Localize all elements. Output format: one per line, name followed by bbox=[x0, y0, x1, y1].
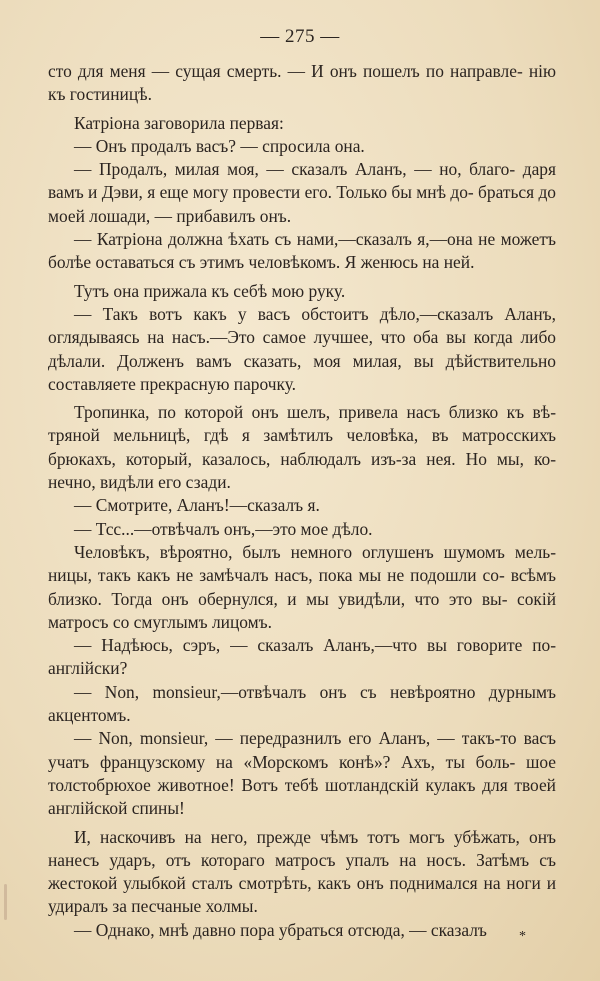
paragraph: — Продалъ, милая моя, — сказалъ Аланъ, — но, благо- даря вамъ и Дэви, я еще могу провести его. Только бы мнѣ до- браться до моей лошади, — прибавилъ онъ. bbox=[48, 159, 556, 226]
paragraph: — Онъ продалъ васъ? — спросила она. bbox=[74, 135, 365, 156]
paragraph: — Non, monsieur,—отвѣчалъ онъ съ невѣроятно дурнымъ акцентомъ. bbox=[48, 681, 556, 726]
paragraph: — Смотрите, Аланъ!—сказалъ я. bbox=[74, 495, 320, 516]
page-stain bbox=[4, 884, 7, 920]
signature-mark: * bbox=[519, 929, 526, 944]
paragraph: сто для меня — сущая смерть. — И онъ пошелъ по направле- нію къ гостиницѣ. bbox=[48, 61, 556, 105]
paragraph: — Non, monsieur, — передразнилъ его Аланъ, — такъ-то васъ учатъ французскому на «Морскомъ конѣ»? Ахъ, ты боль- шое толстобрюхое животное! Вотъ тебѣ шотландскій кулакъ для твоей англійской спины! bbox=[48, 728, 556, 819]
paragraph: — Такъ вотъ какъ у васъ обстоитъ дѣло,—сказалъ Аланъ, оглядываясь на насъ.—Это самое лучшее, что оба вы когда либо дѣлали. Долженъ вамъ сказать, моя милая, вы дѣйствительно составляете прекрасную парочку. bbox=[48, 303, 556, 394]
paragraph: — Тсс...—отвѣчалъ онъ,—это мое дѣло. bbox=[74, 518, 373, 539]
page-number: — 275 — bbox=[260, 26, 340, 47]
paragraph: Человѣкъ, вѣроятно, былъ немного оглушенъ шумомъ мель- ницы, такъ какъ не замѣчалъ насъ, пока мы не подошли со- всѣмъ близко. Тогда онъ обернулся, и мы увидѣли, что это вы- сокій матросъ со смуглымъ лицомъ. bbox=[48, 541, 556, 632]
paragraph: Тутъ она прижала къ себѣ мою руку. bbox=[74, 280, 346, 301]
paragraph: — Катріона должна ѣхать съ нами,—сказалъ я,—она не можетъ болѣе оставаться съ этимъ человѣкомъ. Я женюсь на ней. bbox=[48, 229, 556, 273]
paragraph: Катріона заговорила первая: bbox=[74, 112, 284, 133]
paragraph: Тропинка, по которой онъ шелъ, привела насъ близко къ вѣ- тряной мельницѣ, гдѣ я замѣтилъ человѣка, въ матросскихъ брюкахъ, который, казалось, наблюдалъ изъ-за нея. Но мы, ко- нечно, видѣли его сзади. bbox=[48, 402, 556, 493]
paragraph: — Надѣюсь, сэръ, — сказалъ Аланъ,—что вы говорите по- англійски? bbox=[48, 635, 556, 679]
page-text bbox=[48, 60, 556, 942]
paragraph: — Однако, мнѣ давно пора убраться отсюда, — сказалъ bbox=[74, 919, 487, 940]
paragraph: И, наскочивъ на него, прежде чѣмъ тотъ могъ убѣжать, онъ нанесъ ударъ, отъ котораго матросъ упалъ на носъ. Затѣмъ съ жестокой улыбкой сталъ смотрѣть, какъ онъ поднимался на ноги и удиралъ за песчаные холмы. bbox=[48, 826, 556, 917]
